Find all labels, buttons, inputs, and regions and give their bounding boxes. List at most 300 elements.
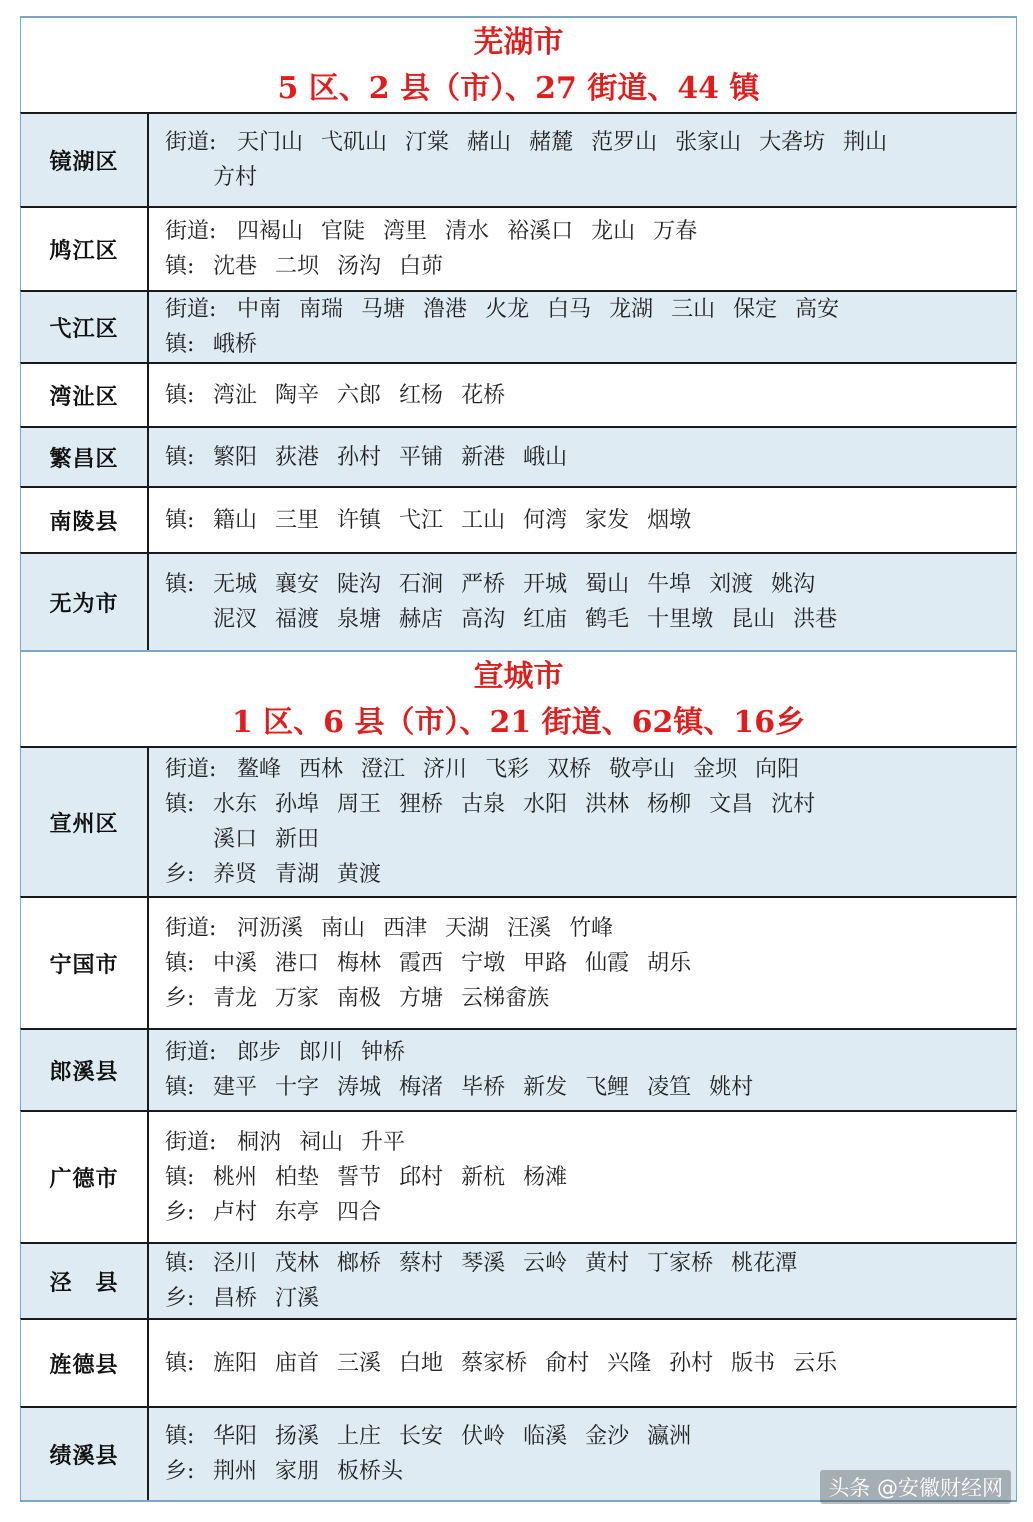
line-indent	[165, 160, 213, 195]
place-name: 扬溪	[275, 1424, 320, 1449]
place-name: 峨桥	[213, 332, 258, 357]
place-name: 榔桥	[337, 1251, 382, 1276]
place-name: 裕溪口	[507, 219, 574, 244]
line-indent	[165, 602, 213, 637]
place-name: 南山	[321, 915, 366, 941]
division-row	[20, 1028, 1017, 1110]
division-name: 鸠江区	[21, 208, 149, 290]
place-name: 柏垫	[275, 1164, 320, 1190]
division-content	[149, 488, 1016, 552]
place-name: 青湖	[275, 862, 320, 887]
place-name: 杨滩	[523, 1164, 568, 1190]
place-name: 桃花潭	[731, 1251, 798, 1276]
place-name: 孙埠	[275, 792, 320, 817]
line-label: 街道:	[165, 757, 217, 782]
line-label: 乡:	[165, 1459, 195, 1484]
item-list	[213, 1346, 855, 1381]
place-name: 红杨	[399, 382, 444, 408]
place-name: 飞彩	[485, 757, 530, 782]
place-name: 南瑞	[299, 297, 344, 322]
place-name: 桃州	[213, 1164, 258, 1190]
place-name: 新港	[461, 444, 506, 470]
place-name: 籍山	[213, 507, 258, 533]
division-line	[165, 946, 1016, 981]
line-label: 街道:	[165, 915, 217, 941]
division-content	[149, 1112, 1016, 1242]
place-name: 平铺	[399, 444, 444, 470]
item-list	[213, 981, 567, 1016]
place-name: 赫店	[399, 607, 444, 632]
place-name: 甲路	[523, 950, 568, 976]
place-name: 中南	[237, 297, 282, 322]
wuhu-summary: 5 区、2 县（市）、27 街道、44 镇	[277, 71, 760, 106]
division-row	[20, 1318, 1017, 1406]
division-content	[149, 748, 1016, 896]
place-name: 石涧	[399, 572, 444, 597]
place-name: 汪溪	[507, 915, 552, 941]
admin-division-table	[20, 16, 1017, 1502]
wuhu-rows	[20, 112, 1017, 650]
line-label: 街道:	[165, 297, 217, 322]
place-name: 水阳	[523, 792, 568, 817]
place-name: 陶辛	[275, 382, 320, 408]
line-label: 乡:	[165, 862, 195, 887]
division-content	[149, 1030, 1016, 1110]
division-row	[20, 362, 1017, 426]
place-name: 十里墩	[647, 607, 714, 632]
place-name: 梅林	[337, 950, 382, 976]
item-list	[237, 911, 631, 946]
place-name: 家朋	[275, 1459, 320, 1484]
line-label: 镇:	[165, 1075, 195, 1100]
division-content	[149, 292, 1016, 362]
item-list	[213, 1195, 399, 1230]
place-name: 许镇	[337, 507, 382, 533]
place-name: 西津	[383, 915, 428, 941]
place-name: 范罗山	[591, 130, 658, 155]
place-name: 新杭	[461, 1164, 506, 1190]
place-name: 四合	[337, 1199, 382, 1225]
place-name: 花桥	[461, 382, 506, 408]
place-name: 湾沚	[213, 382, 258, 408]
item-list	[213, 440, 585, 475]
place-name: 琴溪	[461, 1251, 506, 1276]
division-line	[165, 1035, 1016, 1070]
place-name: 孙村	[669, 1350, 714, 1376]
line-label: 镇:	[165, 1251, 195, 1276]
item-list	[213, 567, 833, 602]
place-name: 万家	[275, 985, 320, 1011]
place-name: 高安	[795, 297, 840, 322]
division-content	[149, 428, 1016, 486]
division-content	[149, 1320, 1016, 1406]
place-name: 澛港	[423, 297, 468, 322]
place-name: 金坝	[693, 757, 738, 782]
division-line	[165, 125, 1016, 160]
place-name: 桐汭	[237, 1129, 282, 1155]
place-name: 火龙	[485, 297, 530, 322]
division-line	[165, 1195, 1016, 1230]
place-name: 邱村	[399, 1164, 444, 1190]
place-name: 梅渚	[399, 1075, 444, 1100]
place-name: 青龙	[213, 985, 258, 1011]
place-name: 姚沟	[771, 572, 816, 597]
place-name: 沈巷	[213, 254, 258, 279]
place-name: 马塘	[361, 297, 406, 322]
place-name: 长安	[399, 1424, 444, 1449]
line-label: 镇:	[165, 792, 195, 817]
place-name: 三里	[275, 507, 320, 533]
item-list	[237, 1035, 423, 1070]
place-name: 蜀山	[585, 572, 630, 597]
place-name: 保定	[733, 297, 778, 322]
division-content	[149, 898, 1016, 1028]
place-name: 周王	[337, 792, 382, 817]
place-name: 家发	[585, 507, 630, 533]
place-name: 方塘	[399, 985, 444, 1011]
place-name: 赭麓	[529, 130, 574, 155]
division-name: 泾 县	[21, 1244, 149, 1318]
place-name: 六郎	[337, 382, 382, 408]
division-line	[165, 378, 1016, 413]
place-name: 新发	[523, 1075, 568, 1100]
place-name: 姚村	[709, 1075, 754, 1100]
line-label: 镇:	[165, 254, 195, 279]
place-name: 四褐山	[237, 219, 304, 244]
place-name: 沈村	[771, 792, 816, 817]
place-name: 天门山	[237, 130, 304, 155]
division-row	[20, 112, 1017, 206]
division-line	[165, 822, 1016, 857]
place-name: 严桥	[461, 572, 506, 597]
place-name: 烟墩	[647, 507, 692, 533]
place-name: 三山	[671, 297, 716, 322]
place-name: 汀溪	[275, 1286, 320, 1311]
place-name: 昆山	[731, 607, 776, 632]
place-name: 鳌峰	[237, 757, 282, 782]
place-name: 向阳	[755, 757, 800, 782]
division-row	[20, 1110, 1017, 1242]
place-name: 弋矶山	[321, 130, 388, 155]
place-name: 东亭	[275, 1199, 320, 1225]
place-name: 板桥头	[337, 1459, 404, 1484]
place-name: 黄渡	[337, 862, 382, 887]
division-row	[20, 486, 1017, 552]
place-name: 宁墩	[461, 950, 506, 976]
division-row	[20, 896, 1017, 1028]
place-name: 济川	[423, 757, 468, 782]
division-name: 湾沚区	[21, 364, 149, 426]
division-name: 宣州区	[21, 748, 149, 896]
place-name: 敬亭山	[609, 757, 676, 782]
item-list	[213, 857, 399, 892]
place-name: 养贤	[213, 862, 258, 887]
place-name: 俞村	[545, 1350, 590, 1376]
place-name: 龙湖	[609, 297, 654, 322]
division-name: 宁国市	[21, 898, 149, 1028]
place-name: 昌桥	[213, 1286, 258, 1311]
place-name: 古泉	[461, 792, 506, 817]
place-name: 霞西	[399, 950, 444, 976]
place-name: 白茆	[399, 254, 444, 279]
line-indent	[165, 822, 213, 857]
place-name: 凌笪	[647, 1075, 692, 1100]
item-list	[213, 327, 275, 362]
line-label: 镇:	[165, 572, 195, 597]
place-name: 张家山	[675, 130, 742, 155]
division-name: 旌德县	[21, 1320, 149, 1406]
line-label: 乡:	[165, 985, 195, 1011]
division-content	[149, 114, 1016, 206]
place-name: 卢村	[213, 1199, 258, 1225]
place-name: 伏岭	[461, 1424, 506, 1449]
place-name: 刘渡	[709, 572, 754, 597]
item-list	[213, 602, 855, 637]
place-name: 红庙	[523, 607, 568, 632]
line-label: 镇:	[165, 507, 195, 533]
item-list	[213, 822, 337, 857]
place-name: 蔡村	[399, 1251, 444, 1276]
division-name: 郎溪县	[21, 1030, 149, 1110]
line-label: 镇:	[165, 332, 195, 357]
place-name: 钟桥	[361, 1040, 406, 1065]
place-name: 襄安	[275, 572, 320, 597]
division-content	[149, 554, 1016, 650]
item-list	[213, 378, 523, 413]
place-name: 上庄	[337, 1424, 382, 1449]
place-name: 郎川	[299, 1040, 344, 1065]
place-name: 福渡	[275, 607, 320, 632]
place-name: 天湖	[445, 915, 490, 941]
division-row	[20, 426, 1017, 486]
place-name: 涛城	[337, 1075, 382, 1100]
place-name: 港口	[275, 950, 320, 976]
place-name: 十字	[275, 1075, 320, 1100]
place-name: 二坝	[275, 254, 320, 279]
place-name: 何湾	[523, 507, 568, 533]
item-list	[213, 160, 275, 195]
division-line	[165, 981, 1016, 1016]
division-content	[149, 1244, 1016, 1318]
wuhu-header	[20, 16, 1017, 112]
place-name: 郎步	[237, 1040, 282, 1065]
item-list	[237, 1125, 423, 1160]
division-name: 南陵县	[21, 488, 149, 552]
division-row	[20, 206, 1017, 290]
place-name: 狸桥	[399, 792, 444, 817]
division-line	[165, 292, 1016, 327]
item-list	[213, 1419, 709, 1454]
place-name: 新田	[275, 827, 320, 852]
division-name: 绩溪县	[21, 1408, 149, 1500]
place-name: 荻港	[275, 444, 320, 470]
place-name: 丁家桥	[647, 1251, 714, 1276]
division-line	[165, 440, 1016, 475]
place-name: 荆山	[843, 130, 888, 155]
place-name: 溪口	[213, 827, 258, 852]
place-name: 毕桥	[461, 1075, 506, 1100]
place-name: 兴隆	[607, 1350, 652, 1376]
division-row	[20, 1242, 1017, 1318]
item-list	[213, 249, 461, 284]
line-label: 镇:	[165, 950, 195, 976]
division-line	[165, 602, 1016, 637]
place-name: 华阳	[213, 1424, 258, 1449]
place-name: 胡乐	[647, 950, 692, 976]
division-row	[20, 552, 1017, 650]
place-name: 祠山	[299, 1129, 344, 1155]
line-label: 乡:	[165, 1286, 195, 1311]
place-name: 牛埠	[647, 572, 692, 597]
place-name: 水东	[213, 792, 258, 817]
division-line	[165, 249, 1016, 284]
place-name: 清水	[445, 219, 490, 244]
division-line	[165, 857, 1016, 892]
place-name: 方村	[213, 165, 258, 190]
place-name: 双桥	[547, 757, 592, 782]
place-name: 瀛洲	[647, 1424, 692, 1449]
division-line	[165, 214, 1016, 249]
place-name: 旌阳	[213, 1350, 258, 1376]
place-name: 金沙	[585, 1424, 630, 1449]
place-name: 誓节	[337, 1164, 382, 1190]
division-name: 广德市	[21, 1112, 149, 1242]
item-list	[213, 1160, 585, 1195]
division-line	[165, 1419, 1016, 1454]
place-name: 弋江	[399, 507, 444, 533]
place-name: 澄江	[361, 757, 406, 782]
item-list	[213, 1281, 337, 1316]
place-name: 仙霞	[585, 950, 630, 976]
division-line	[165, 160, 1016, 195]
place-name: 繁阳	[213, 444, 258, 470]
line-label: 镇:	[165, 1350, 195, 1376]
item-list	[213, 503, 709, 538]
division-row	[20, 746, 1017, 896]
place-name: 工山	[461, 507, 506, 533]
item-list	[237, 752, 817, 787]
place-name: 高沟	[461, 607, 506, 632]
line-label: 街道:	[165, 1129, 217, 1155]
division-line	[165, 327, 1016, 362]
place-name: 汤沟	[337, 254, 382, 279]
place-name: 建平	[213, 1075, 258, 1100]
xuancheng-summary: 1 区、6 县（市）、21 街道、62镇、16乡	[231, 705, 806, 740]
place-name: 鹤毛	[585, 607, 630, 632]
place-name: 峨山	[523, 444, 568, 470]
place-name: 大砻坊	[759, 130, 826, 155]
place-name: 龙山	[591, 219, 636, 244]
watermark: 头条 @安徽财经网	[820, 1470, 1011, 1504]
place-name: 开城	[523, 572, 568, 597]
place-name: 杨柳	[647, 792, 692, 817]
place-name: 升平	[361, 1129, 406, 1155]
line-label: 镇:	[165, 1424, 195, 1449]
place-name: 万春	[653, 219, 698, 244]
line-label: 街道:	[165, 1040, 217, 1065]
place-name: 泥汊	[213, 607, 258, 632]
place-name: 荆州	[213, 1459, 258, 1484]
place-name: 竹峰	[569, 915, 614, 941]
division-line	[165, 752, 1016, 787]
place-name: 中溪	[213, 950, 258, 976]
place-name: 泾川	[213, 1251, 258, 1276]
place-name: 泉塘	[337, 607, 382, 632]
place-name: 蔡家桥	[461, 1350, 528, 1376]
place-name: 云梯畲族	[461, 985, 550, 1011]
division-content	[149, 208, 1016, 290]
place-name: 无城	[213, 572, 258, 597]
line-label: 镇:	[165, 444, 195, 470]
place-name: 茂林	[275, 1251, 320, 1276]
place-name: 黄村	[585, 1251, 630, 1276]
place-name: 白地	[399, 1350, 444, 1376]
division-line	[165, 1070, 1016, 1105]
division-line	[165, 567, 1016, 602]
item-list	[213, 946, 709, 981]
xuancheng-header	[20, 650, 1017, 746]
place-name: 赭山	[467, 130, 512, 155]
item-list	[237, 125, 905, 160]
place-name: 三溪	[337, 1350, 382, 1376]
division-line	[165, 787, 1016, 822]
place-name: 洪巷	[793, 607, 838, 632]
division-name: 弋江区	[21, 292, 149, 362]
place-name: 文昌	[709, 792, 754, 817]
division-content	[149, 364, 1016, 426]
wuhu-title: 芜湖市	[473, 25, 564, 60]
place-name: 飞鲤	[585, 1075, 630, 1100]
line-label: 镇:	[165, 1164, 195, 1190]
item-list	[213, 1070, 771, 1105]
division-line	[165, 1160, 1016, 1195]
place-name: 汀棠	[405, 130, 450, 155]
division-line	[165, 1281, 1016, 1316]
place-name: 湾里	[383, 219, 428, 244]
division-line	[165, 911, 1016, 946]
place-name: 云岭	[523, 1251, 568, 1276]
item-list	[213, 1246, 815, 1281]
place-name: 南极	[337, 985, 382, 1011]
xuancheng-title: 宣城市	[473, 659, 564, 694]
place-name: 西林	[299, 757, 344, 782]
place-name: 白马	[547, 297, 592, 322]
place-name: 版书	[731, 1350, 776, 1376]
division-name: 镜湖区	[21, 114, 149, 206]
place-name: 孙村	[337, 444, 382, 470]
division-name: 无为市	[21, 554, 149, 650]
division-line	[165, 1125, 1016, 1160]
place-name: 官陡	[321, 219, 366, 244]
division-line	[165, 503, 1016, 538]
division-line	[165, 1346, 1016, 1381]
line-label: 街道:	[165, 130, 217, 155]
place-name: 云乐	[793, 1350, 838, 1376]
division-name: 繁昌区	[21, 428, 149, 486]
item-list	[237, 214, 715, 249]
place-name: 河沥溪	[237, 915, 304, 941]
item-list	[237, 292, 857, 327]
place-name: 洪林	[585, 792, 630, 817]
place-name: 临溪	[523, 1424, 568, 1449]
division-row	[20, 290, 1017, 362]
line-label: 乡:	[165, 1199, 195, 1225]
line-label: 街道:	[165, 219, 217, 244]
place-name: 庙首	[275, 1350, 320, 1376]
place-name: 陡沟	[337, 572, 382, 597]
division-line	[165, 1246, 1016, 1281]
xuancheng-rows	[20, 746, 1017, 1500]
